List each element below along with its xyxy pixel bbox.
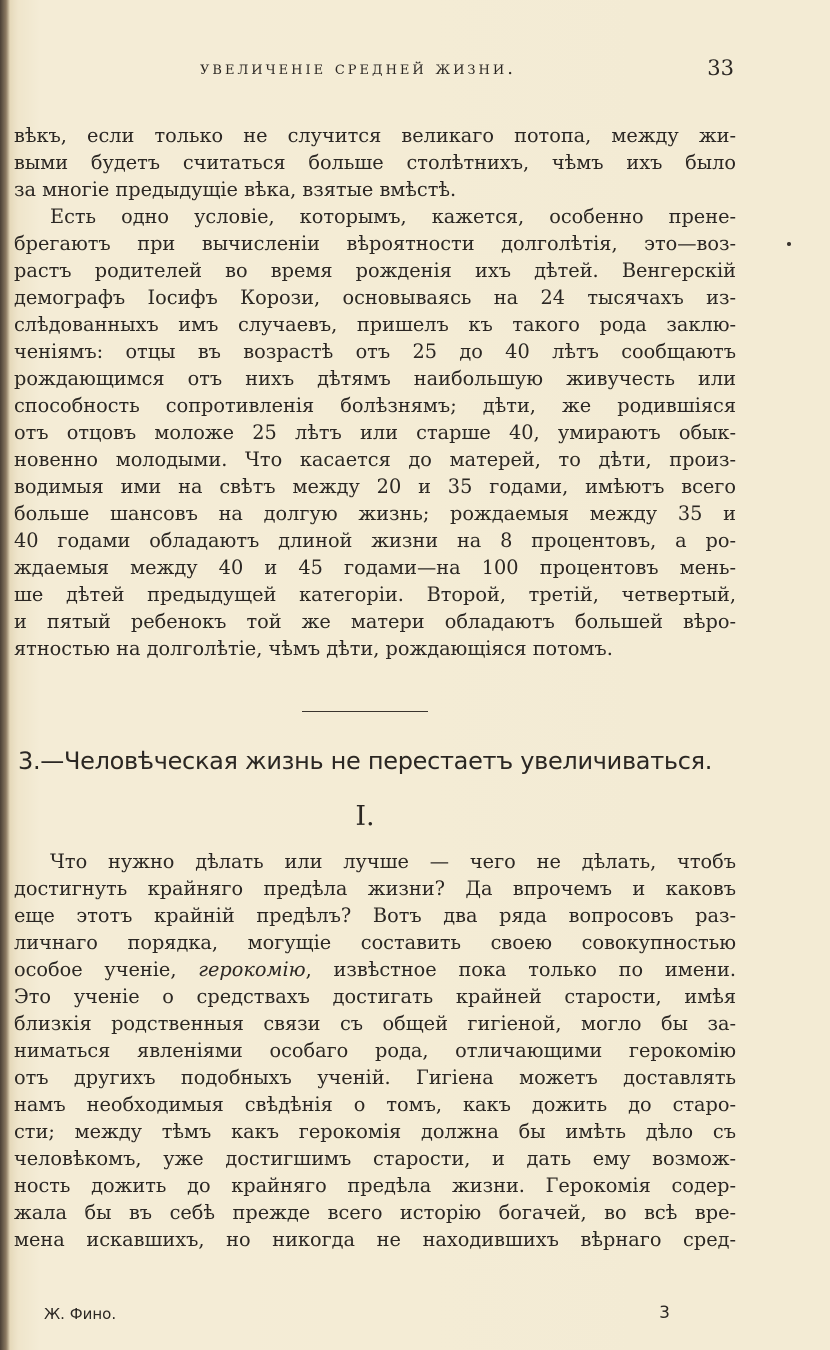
text-line: близкія родственныя связи съ общей гигіеной, могло бы за- <box>14 1012 736 1035</box>
text-line: демографъ Іосифъ Корози, основываясь на 24 тысячахъ из- <box>14 286 736 309</box>
text-line: Есть одно условіе, которымъ, кажется, особенно прене- <box>50 205 736 228</box>
text-line: Это ученіе о средствахъ достигать крайней старости, имѣя <box>14 985 736 1008</box>
text-line: способность сопротивленія болѣзнямъ; дѣти, же родившіяся <box>14 394 736 417</box>
text-line: намъ необходимыя свѣдѣнія о томъ, какъ дожить до старо- <box>14 1093 736 1116</box>
body-text-top <box>14 122 736 662</box>
text-line: отъ отцовъ моложе 25 лѣтъ или старше 40, умираютъ обык- <box>14 421 736 444</box>
text-line: ждаемыя между 40 и 45 годами—на 100 процентовъ мень- <box>14 556 736 579</box>
running-head <box>200 58 740 84</box>
text-line: вѣкъ, если только не случится великаго потопа, между жи- <box>14 124 736 147</box>
text-line-with-italic <box>14 956 736 983</box>
text-line: 40 годами обладаютъ длиной жизни на 8 процентовъ, а ро- <box>14 529 736 552</box>
text-line: ниматься явленіями особаго рода, отличающими герокомію <box>14 1039 736 1062</box>
text-line: отъ другихъ подобныхъ ученій. Гигіена можетъ доставлять <box>14 1066 736 1089</box>
text-line: сти; между тѣмъ какъ герокомія должна бы имѣть дѣло съ <box>14 1120 736 1143</box>
italic-term: герокомію <box>198 958 306 981</box>
text-line: ченіямъ: отцы въ возрастѣ отъ 25 до 40 лѣтъ сообщаютъ <box>14 340 736 363</box>
text-line: личнаго порядка, могущіе составить своею совокупностью <box>14 931 736 954</box>
paper-speck <box>787 242 791 246</box>
text-line: достигнуть крайняго предѣла жизни? Да впрочемъ и каковъ <box>14 877 736 900</box>
text-line: брегаютъ при вычисленіи вѣроятности долголѣтія, это—воз- <box>14 232 736 255</box>
text-line: еще этотъ крайній предѣлъ? Вотъ два ряда вопросовъ раз- <box>14 904 736 927</box>
text-segment: особое ученіе, <box>14 958 199 981</box>
section-numeral: I. <box>355 801 375 832</box>
text-line: за многіе предыдущіе вѣка, взятые вмѣстѣ. <box>14 178 457 201</box>
text-line: Что нужно дѣлать или лучше — чего не дѣлать, чтобъ <box>50 850 736 873</box>
signature-mark: 3 <box>659 1303 670 1323</box>
section-divider-rule <box>302 711 428 712</box>
text-line: слѣдованныхъ имъ случаевъ, пришелъ къ такого рода заклю- <box>14 313 736 336</box>
signature-author: Ж. Фино. <box>44 1305 117 1323</box>
text-line: больше шансовъ на долгую жизнь; рождаемыя между 35 и <box>14 502 736 525</box>
binding-shadow <box>0 0 10 1350</box>
text-segment: , извѣстное пока только по имени. <box>305 958 736 981</box>
text-line: растъ родителей во время рожденія ихъ дѣтей. Венгерскій <box>14 259 736 282</box>
page-number: 33 <box>707 56 734 80</box>
text-line: новенно молодыми. Что касается до матерей, то дѣти, произ- <box>14 448 736 471</box>
text-line: водимыя ими на свѣтъ между 20 и 35 годами, имѣютъ всего <box>14 475 736 498</box>
text-line: ятностью на долголѣтіе, чѣмъ дѣти, рождающіяся потомъ. <box>14 637 613 660</box>
section-heading: 3.—Человѣческая жизнь не перестаетъ увеличиваться. <box>18 747 713 775</box>
body-text-bottom <box>14 848 736 1253</box>
text-line: ность дожить до крайняго предѣла жизни. Герокомія содер- <box>14 1174 736 1197</box>
text-line: рождающимся отъ нихъ дѣтямъ наибольшую живучесть или <box>14 367 736 390</box>
text-line: жала бы въ себѣ прежде всего исторію богачей, во всѣ вре- <box>14 1201 736 1224</box>
page-footer <box>44 1303 684 1329</box>
text-line: выми будетъ считаться больше столѣтнихъ, чѣмъ ихъ было <box>14 151 736 174</box>
text-line: и пятый ребенокъ той же матери обладаютъ большей вѣро- <box>14 610 736 633</box>
running-head-title: увеличеніе средней жизни. <box>200 58 516 79</box>
text-line: ше дѣтей предыдущей категоріи. Второй, третій, четвертый, <box>14 583 736 606</box>
text-line: человѣкомъ, уже достигшимъ старости, и дать ему возмож- <box>14 1147 736 1170</box>
text-line: мена искавшихъ, но никогда не находившихъ вѣрнаго сред- <box>14 1228 736 1251</box>
